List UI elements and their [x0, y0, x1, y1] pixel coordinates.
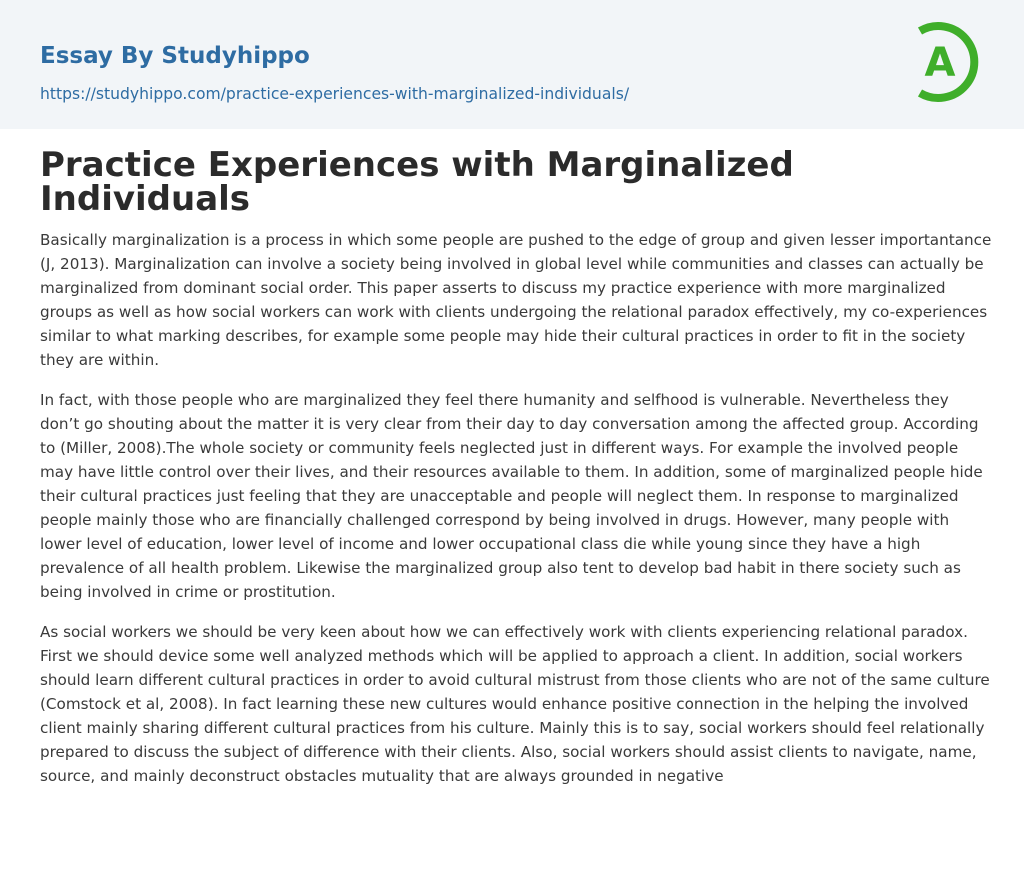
essay-body: [40, 228, 992, 804]
site-header: [0, 0, 1024, 129]
site-brand[interactable]: Essay By Studyhippo: [40, 43, 310, 69]
essay-title: Practice Experiences with Marginalized Individuals: [40, 145, 794, 219]
essay-paragraph: As social workers we should be very keen about how we can effectively work with clients experiencing relational paradox. First we should device some well analyzed methods which will be applied to approach a client. In addition, social workers should learn different cultural practices in order to avoid cultural mistrust from those clients who are not of the same culture (Comstock et al, 2008). In fact learning these new cultures would enhance positive connection in the helping the involved client mainly sharing different cultural practices from his culture. Mainly this is to say, social workers should feel relationally prepared to discuss the subject of difference with their clients. Also, social workers should assist clients to navigate, name, source, and mainly deconstruct obstacles mutuality that are always grounded in negative: [40, 623, 990, 785]
essay-paragraph: In fact, with those people who are marginalized they feel there humanity and selfhood is vulnerable. Nevertheless they don’t go shouting about the matter it is very clear from their day to day conversation among the affected group. According to (Miller, 2008).The whole society or community feels neglected just in different ways. For example the involved people may have little control over their lives, and their resources available to them. In addition, some of marginalized people hide their cultural practices just feeling that they are unacceptable and people will neglect them. In response to marginalized people mainly those who are financially challenged correspond by being involved in drugs. However, many people with lower level of education, lower level of income and lower occupational class die while young since they have a high prevalence of all health problem. Likewise the marginalized group also tent to develop bad habit in there society such as being involved in crime or prostitution.: [40, 391, 983, 601]
logo-letter: A: [924, 40, 956, 86]
essay-url-link[interactable]: https://studyhippo.com/practice-experiences-with-marginalized-individuals/: [40, 85, 630, 103]
essay-paragraph: Basically marginalization is a process in which some people are pushed to the edge of group and given lesser importantance (J, 2013). Marginalization can involve a society being involved in global level while communities and classes can actually be marginalized from dominant social order. This paper asserts to discuss my practice experience with more marginalized groups as well as how social workers can work with clients undergoing the relational paradox effectively, my co-experiences similar to what marking describes, for example some people may hide their cultural practices in order to fit in the society they are within.: [40, 231, 992, 369]
studyhippo-logo-icon[interactable]: [911, 19, 987, 105]
